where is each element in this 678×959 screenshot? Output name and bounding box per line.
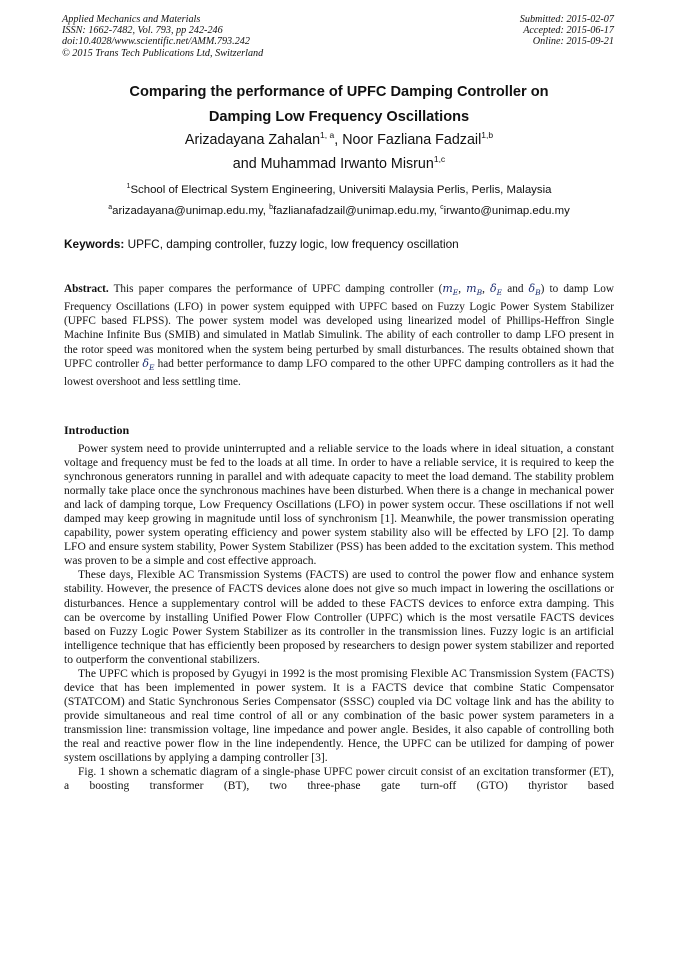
- title-line-2: Damping Low Frequency Oscillations: [208, 109, 470, 125]
- math-symbol: $m_B$: [466, 282, 483, 298]
- paper-title: [0, 80, 678, 130]
- doi-line: doi:10.4028/www.scientific.net/AMM.793.242: [62, 36, 250, 48]
- author-conjunction: and: [232, 156, 261, 172]
- abstract-text: ) to damp Low Frequency Oscillations (LFO) in power system equipped with UPFC based on Fuzzy Logic Power System Stabilizer (UPFC based FLPSS). The power system model was developed using linearized model of Phillips-Heffron Single Machine Infinite Bus (SMIB) and simulated in Matlab Simulink. The ability of each controller to damp LFO present in the rotor speed was monitored when the system being perturbed by small disturbances. The results obtained shown that UPFC controller: [64, 283, 615, 370]
- title-line-1: Comparing the performance of UPFC Damping Controller on: [129, 84, 549, 100]
- authors-line-1: [0, 128, 678, 152]
- author-name: Muhammad Irwanto Misrun: [260, 156, 434, 172]
- abstract-text: had better performance to damp LFO compared to the other UPFC damping controllers as it had the lowest overshoot and less settling time.: [64, 357, 614, 388]
- issn-line: ISSN: 1662-7482, Vol. 793, pp 242-246: [62, 25, 223, 37]
- body-paragraph: Power system need to provide uninterrupted and a reliable service to the loads where in ideal situation, a constant voltage and frequency must be fed to the loads at all time. In order to have a reliable service, it is required to keep the synchronous generators running in parallel and with adequate capacity to meet the load demand. The stability problem normally take place once the synchronous machines have been disturbed. When there is a change in mechanical power and lack of damping torque, Low Frequency Oscillations (LFO) in power system occur. These oscillations if not well damped may keep growing in magnitude until loss of synchronism [1]. Meanwhile, the power transmission operating capability, power system operating efficiency and power system stability also will be effected by LFO [2]. To damp LFO and ensure system stability, Power System Stabilizer (PSS) has been added to the excitation system. This method was proven to be a simple and cost effective approach.: [64, 443, 614, 568]
- body-paragraph: Fig. 1 shown a schematic diagram of a single-phase UPFC power circuit consist of an excitation transformer (ET), a boosting transformer (BT), two three-phase gate turn-off (GTO) thyristor based: [64, 766, 614, 793]
- affiliation-block: [0, 180, 678, 222]
- submitted-date: Submitted: 2015-02-07: [519, 14, 614, 25]
- math-symbol: $\delta_B$: [528, 282, 541, 298]
- online-date: Online: 2015-09-21: [532, 36, 614, 48]
- email-mark: a: [108, 204, 113, 211]
- math-symbol: $\delta_E$: [142, 356, 155, 372]
- author-name: Arizadayana Zahalan: [184, 132, 321, 148]
- journal-name: Applied Mechanics and Materials: [62, 14, 201, 25]
- email-link[interactable]: irwanto@unimap.edu.my: [443, 205, 570, 217]
- email-link[interactable]: fazlianafadzail@unimap.edu.my,: [273, 205, 441, 217]
- math-symbol: $m_E$: [442, 282, 459, 298]
- keywords-text: UPFC, damping controller, fuzzy logic, low frequency oscillation: [124, 237, 459, 251]
- author-separator: ,: [334, 132, 343, 148]
- author-affil-mark: 1, a: [320, 130, 335, 140]
- copyright-line: © 2015 Trans Tech Publications Ltd, Switzerland: [62, 47, 264, 59]
- abstract-label: Abstract.: [64, 283, 109, 295]
- abstract-text: This paper compares the performance of UPFC damping controller (: [108, 283, 443, 295]
- accepted-date: Accepted: 2015-06-17: [523, 25, 614, 37]
- body-paragraph: These days, Flexible AC Transmission Systems (FACTS) are used to control the power flow and enhance system stability. However, the presence of FACTS devices alone does not give so much impact in lowering the oscillations or disturbances. Hence a supplementary control will be added to these FACTS devices to enforce extra damping. This can be overcome by installing Unified Power Flow Controller (UPFC) which is the most versatile FACTS devices based on Fuzzy Logic Power System Stabilizer as its controller in the transmission lines. Fuzzy logic is an artificial intelligence technique that has efficiently been proposed by researchers to design power system stabilizer and reported to outperform the conventional stabilizers.: [64, 569, 614, 666]
- authors-line-2: [0, 152, 678, 176]
- introduction-body: [64, 442, 614, 793]
- affiliation-text: School of Electrical System Engineering, Universiti Malaysia Perlis, Perlis, Malaysia: [130, 184, 552, 196]
- author-list: [0, 128, 678, 176]
- journal-header: [62, 14, 263, 59]
- dates-header: [520, 14, 614, 48]
- author-affil-mark: 1,b: [481, 130, 494, 140]
- keywords-line: [64, 237, 459, 251]
- affiliation-line: [0, 180, 678, 201]
- email-line: [0, 201, 678, 222]
- math-symbol: $\delta_E$: [490, 282, 503, 298]
- section-heading-introduction: Introduction: [64, 423, 130, 437]
- keywords-label: Keywords:: [64, 237, 125, 251]
- body-paragraph: The UPFC which is proposed by Gyugyi in 1992 is the most promising Flexible AC Transmission System (FACTS) device that has been implemented in power system. It is a FACTS device that combine Static Compensator (STATCOM) and Static Synchronous Series Compensator (SSSC) coupled via DC voltage link and has the ability to provide simultaneous and real time control of all or any combination of the basic power system parameters in a transmission line: transmission voltage, line impedance and power angle. Besides, it also capable of controlling both the real and reactive power flow in the line independently. Hence, the UPFC can be utilized for damping of power system oscillations by applying a damping controller [3].: [64, 667, 614, 765]
- author-affil-mark: 1,c: [433, 154, 446, 164]
- abstract-paragraph: Abstract. This paper compares the performance of UPFC damping controller ($m_E$, $m_B$, $\delta_E$ and $\delta_B$) to damp Low Frequency Oscillations (LFO) in power system equipped with UPFC based on Fuzzy Logic Power System Stabilizer (UPFC based FLPSS). The power system model was developed using linearized model of Phillips-Heffron Single Machine Infinite Bus (SMIB) and simulated in Matlab Simulink. The ability of each controller to damp LFO present in the rotor speed was monitored when the system being perturbed by small disturbances. The results obtained shown that UPFC controller $\delta_E$ had better performance to damp LFO compared to the other UPFC damping controllers as it had the lowest overshoot and less settling time.: [64, 282, 615, 388]
- affil-mark: 1: [126, 183, 131, 190]
- email-link[interactable]: arizadayana@unimap.edu.my,: [112, 205, 270, 217]
- email-mark: b: [269, 204, 273, 211]
- author-name: Noor Fazliana Fadzail: [342, 132, 482, 148]
- email-mark: c: [440, 204, 444, 211]
